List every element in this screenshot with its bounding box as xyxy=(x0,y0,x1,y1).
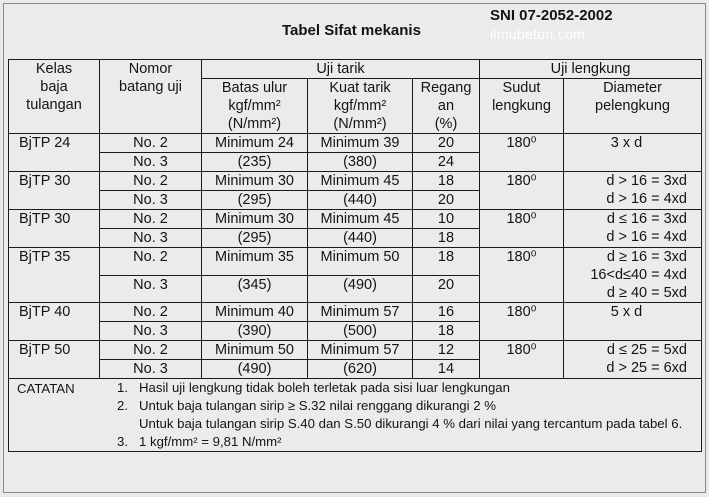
diameter-cell xyxy=(564,248,702,303)
sudut-value: 180⁰ xyxy=(506,342,537,358)
nomor-cell: No. 2 xyxy=(100,248,202,276)
regangan-cell: 20 xyxy=(413,191,480,210)
sudut-value: 180⁰ xyxy=(506,173,537,189)
notes-section xyxy=(9,379,702,452)
diameter-cell xyxy=(564,172,702,210)
diameter-line: d ≥ 40 = 5xd xyxy=(606,285,687,301)
diameter-cell xyxy=(564,210,702,248)
diameter-line: d > 16 = 4xd xyxy=(606,229,687,245)
regangan-cell: 18 xyxy=(413,172,480,191)
diameter-line: d > 25 = 6xd xyxy=(606,360,687,376)
sudut-value: 180⁰ xyxy=(506,211,537,227)
note-number: 3. xyxy=(117,434,128,449)
diameter-line: 16<d≤40 = 4xd xyxy=(590,267,687,283)
sudut-value: 180⁰ xyxy=(506,135,537,151)
header-sudut: Sudut lengkung xyxy=(480,79,564,134)
batas-ulur-cell: Minimum 35 xyxy=(202,248,308,276)
diameter-line: 3 x d xyxy=(610,135,643,151)
kuat-tarik-cell: Minimum 50 xyxy=(308,248,413,276)
nomor-cell: No. 3 xyxy=(100,229,202,248)
kuat-tarik-cell: (440) xyxy=(308,191,413,210)
diameter-line: d ≤ 25 = 5xd xyxy=(606,342,687,358)
batas-ulur-cell: Minimum 40 xyxy=(202,303,308,322)
kuat-tarik-cell: Minimum 39 xyxy=(308,134,413,153)
regangan-cell: 20 xyxy=(413,275,480,303)
note-text: Untuk baja tulangan sirip S.40 dan S.50 dikurangi 4 % dari nilai yang tercantum pada tabel 6. xyxy=(139,416,683,431)
nomor-cell: No. 2 xyxy=(100,134,202,153)
kelas-cell: BjTP 50 xyxy=(9,341,100,379)
kuat-tarik-cell: Minimum 57 xyxy=(308,341,413,360)
table-row xyxy=(9,303,702,322)
nomor-cell: No. 3 xyxy=(100,153,202,172)
batas-ulur-cell: (295) xyxy=(202,191,308,210)
kuat-tarik-cell: Minimum 57 xyxy=(308,303,413,322)
header-regangan: Regang an (%) xyxy=(413,79,480,134)
note-number: 2. xyxy=(117,398,128,413)
diameter-line: 5 x d xyxy=(610,304,643,320)
kuat-tarik-cell: Minimum 45 xyxy=(308,172,413,191)
sudut-cell xyxy=(480,341,564,379)
kelas-cell: BjTP 30 xyxy=(9,210,100,248)
header-uji-lengkung: Uji lengkung xyxy=(480,60,702,79)
table-row xyxy=(9,210,702,229)
regangan-cell: 12 xyxy=(413,341,480,360)
regangan-cell: 20 xyxy=(413,134,480,153)
note-text: 1 kgf/mm² = 9,81 N/mm² xyxy=(139,434,282,449)
note-item xyxy=(117,433,699,451)
batas-ulur-cell: (235) xyxy=(202,153,308,172)
header-nomor: Nomor batang uji xyxy=(100,60,202,134)
sudut-cell xyxy=(480,134,564,172)
header-diameter: Diameter pelengkung xyxy=(564,79,702,134)
header-kuat-tarik: Kuat tarik kgf/mm² (N/mm²) xyxy=(308,79,413,134)
watermark: ilmubeton.com xyxy=(490,26,585,42)
standard-code: SNI 07-2052-2002 xyxy=(490,7,613,24)
page-title: Tabel Sifat mekanis xyxy=(282,22,421,39)
batas-ulur-cell: Minimum 30 xyxy=(202,210,308,229)
kelas-cell: BjTP 40 xyxy=(9,303,100,341)
mechanical-properties-table xyxy=(8,59,702,452)
diameter-line: d ≥ 16 = 3xd xyxy=(606,249,687,265)
note-item xyxy=(117,397,699,433)
diameter-line: d ≤ 16 = 3xd xyxy=(606,211,687,227)
note-text: Hasil uji lengkung tidak boleh terletak pada sisi luar lengkungan xyxy=(139,380,510,395)
nomor-cell: No. 2 xyxy=(100,341,202,360)
batas-ulur-cell: (390) xyxy=(202,322,308,341)
regangan-cell: 18 xyxy=(413,229,480,248)
batas-ulur-cell: (295) xyxy=(202,229,308,248)
batas-ulur-cell: Minimum 50 xyxy=(202,341,308,360)
kuat-tarik-cell: (500) xyxy=(308,322,413,341)
table-row xyxy=(9,172,702,191)
regangan-cell: 18 xyxy=(413,322,480,341)
kelas-cell: BjTP 24 xyxy=(9,134,100,172)
regangan-cell: 18 xyxy=(413,248,480,276)
note-text: Untuk baja tulangan sirip ≥ S.32 nilai renggang dikurangi 2 % xyxy=(139,398,496,413)
nomor-cell: No. 3 xyxy=(100,322,202,341)
diameter-line: d > 16 = 3xd xyxy=(606,173,687,189)
sudut-cell xyxy=(480,172,564,210)
notes-label: CATATAN xyxy=(17,381,75,396)
regangan-cell: 14 xyxy=(413,360,480,379)
nomor-cell: No. 2 xyxy=(100,303,202,322)
table-row xyxy=(9,134,702,153)
regangan-cell: 16 xyxy=(413,303,480,322)
table-row xyxy=(9,341,702,360)
kuat-tarik-cell: (490) xyxy=(308,275,413,303)
nomor-cell: No. 2 xyxy=(100,210,202,229)
kuat-tarik-cell: (380) xyxy=(308,153,413,172)
kuat-tarik-cell: (440) xyxy=(308,229,413,248)
header-batas-ulur: Batas ulur kgf/mm² (N/mm²) xyxy=(202,79,308,134)
batas-ulur-cell: Minimum 30 xyxy=(202,172,308,191)
batas-ulur-cell: (490) xyxy=(202,360,308,379)
sudut-cell xyxy=(480,210,564,248)
diameter-line: d > 16 = 4xd xyxy=(606,191,687,207)
kuat-tarik-cell: (620) xyxy=(308,360,413,379)
header-kelas: Kelas baja tulangan xyxy=(9,60,100,134)
regangan-cell: 24 xyxy=(413,153,480,172)
nomor-cell: No. 3 xyxy=(100,360,202,379)
sudut-cell xyxy=(480,248,564,303)
table-row xyxy=(9,248,702,276)
header-uji-tarik: Uji tarik xyxy=(202,60,480,79)
nomor-cell: No. 2 xyxy=(100,172,202,191)
kuat-tarik-cell: Minimum 45 xyxy=(308,210,413,229)
diameter-cell xyxy=(564,341,702,379)
sudut-value: 180⁰ xyxy=(506,249,537,265)
diameter-cell xyxy=(564,134,702,172)
sudut-value: 180⁰ xyxy=(506,304,537,320)
kelas-cell: BjTP 35 xyxy=(9,248,100,303)
nomor-cell: No. 3 xyxy=(100,191,202,210)
diameter-cell xyxy=(564,303,702,341)
batas-ulur-cell: Minimum 24 xyxy=(202,134,308,153)
kelas-cell: BjTP 30 xyxy=(9,172,100,210)
note-number: 1. xyxy=(117,380,128,395)
note-item xyxy=(117,379,699,397)
batas-ulur-cell: (345) xyxy=(202,275,308,303)
nomor-cell: No. 3 xyxy=(100,275,202,303)
regangan-cell: 10 xyxy=(413,210,480,229)
sudut-cell xyxy=(480,303,564,341)
